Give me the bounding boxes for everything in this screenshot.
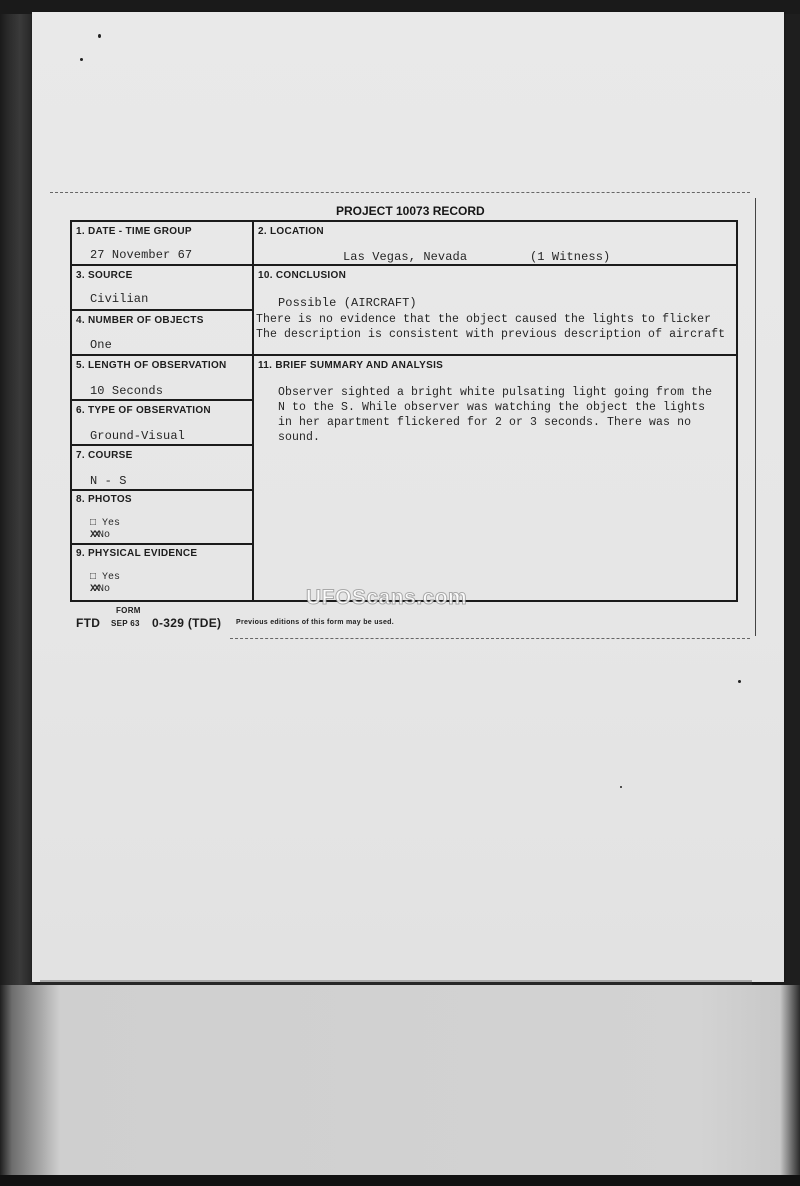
evidence-label: 9. PHYSICAL EVIDENCE	[76, 548, 198, 559]
form-right-edge-shadow	[755, 198, 756, 636]
speck	[80, 58, 83, 61]
evidence-yes-option	[90, 572, 120, 583]
form-title: PROJECT 10073 RECORD	[336, 204, 485, 218]
date-value: 27 November 67	[90, 248, 193, 262]
faint-rule	[230, 638, 750, 640]
row-divider	[70, 399, 254, 401]
document-page	[32, 12, 784, 982]
course-label: 7. COURSE	[76, 450, 133, 461]
date-label: 1. DATE - TIME GROUP	[76, 226, 192, 237]
location-value: Las Vegas, Nevada	[343, 250, 468, 264]
summary-line-4: sound.	[278, 431, 321, 444]
footer-ftd: FTD	[76, 616, 101, 630]
scan-lower-area	[0, 985, 800, 1175]
source-label: 3. SOURCE	[76, 270, 133, 281]
row-divider	[70, 309, 254, 311]
summary-line-3: in her apartment flickered for 2 or 3 seconds. There was no	[278, 416, 692, 429]
summary-line-2: N to the S. While observer was watching the object the lights	[278, 401, 706, 414]
summary-line-1: Observer sighted a bright white pulsating light going from the	[278, 386, 713, 399]
faint-rule	[50, 192, 750, 194]
speck	[738, 680, 741, 683]
objects-label: 4. NUMBER OF OBJECTS	[76, 315, 204, 326]
photos-no-option	[90, 530, 110, 541]
checkbox-icon: □	[90, 518, 97, 529]
type-label: 6. TYPE OF OBSERVATION	[76, 405, 211, 416]
footer-form-number: 0-329 (TDE)	[152, 616, 222, 630]
witness-value: (1 Witness)	[530, 250, 611, 264]
evidence-no-text: No	[98, 584, 111, 595]
course-value: N - S	[90, 474, 127, 488]
conclusion-label: 10. CONCLUSION	[258, 270, 347, 281]
length-value: 10 Seconds	[90, 384, 164, 398]
evidence-yes-text: Yes	[102, 572, 121, 583]
scan-bottom-edge	[0, 1175, 800, 1186]
evidence-no-option	[90, 584, 110, 595]
form-top-border	[70, 220, 738, 222]
source-value: Civilian	[90, 292, 149, 306]
conclusion-line-3: The description is consistent with previous description of aircraft	[256, 328, 726, 341]
objects-value: One	[90, 338, 112, 352]
location-label: 2. LOCATION	[258, 226, 324, 237]
watermark: UFOScans.com	[306, 586, 468, 609]
conclusion-line-2: There is no evidence that the object caused the lights to flicker	[256, 313, 712, 326]
type-value: Ground-Visual	[90, 429, 185, 443]
speck	[620, 786, 622, 788]
summary-label: 11. BRIEF SUMMARY AND ANALYSIS	[258, 360, 444, 371]
speck	[98, 34, 101, 38]
footer-note: Previous editions of this form may be used.	[236, 619, 394, 626]
checked-mark: XX	[90, 584, 99, 595]
length-label: 5. LENGTH OF OBSERVATION	[76, 360, 227, 371]
row-divider	[70, 489, 254, 491]
checkbox-icon: □	[90, 572, 97, 583]
photos-no-text: No	[98, 530, 111, 541]
photos-yes-option	[90, 518, 120, 529]
row-divider	[70, 543, 254, 545]
photos-label: 8. PHOTOS	[76, 494, 132, 505]
conclusion-line-1: Possible (AIRCRAFT)	[278, 296, 417, 310]
footer-sep: SEP 63	[111, 619, 140, 628]
row-divider	[70, 354, 738, 356]
row-divider	[70, 444, 254, 446]
photos-yes-text: Yes	[102, 518, 121, 529]
form-right-border	[736, 220, 738, 602]
footer-form-word: FORM	[116, 606, 141, 615]
checked-mark: XX	[90, 530, 99, 541]
row-divider	[70, 264, 738, 266]
